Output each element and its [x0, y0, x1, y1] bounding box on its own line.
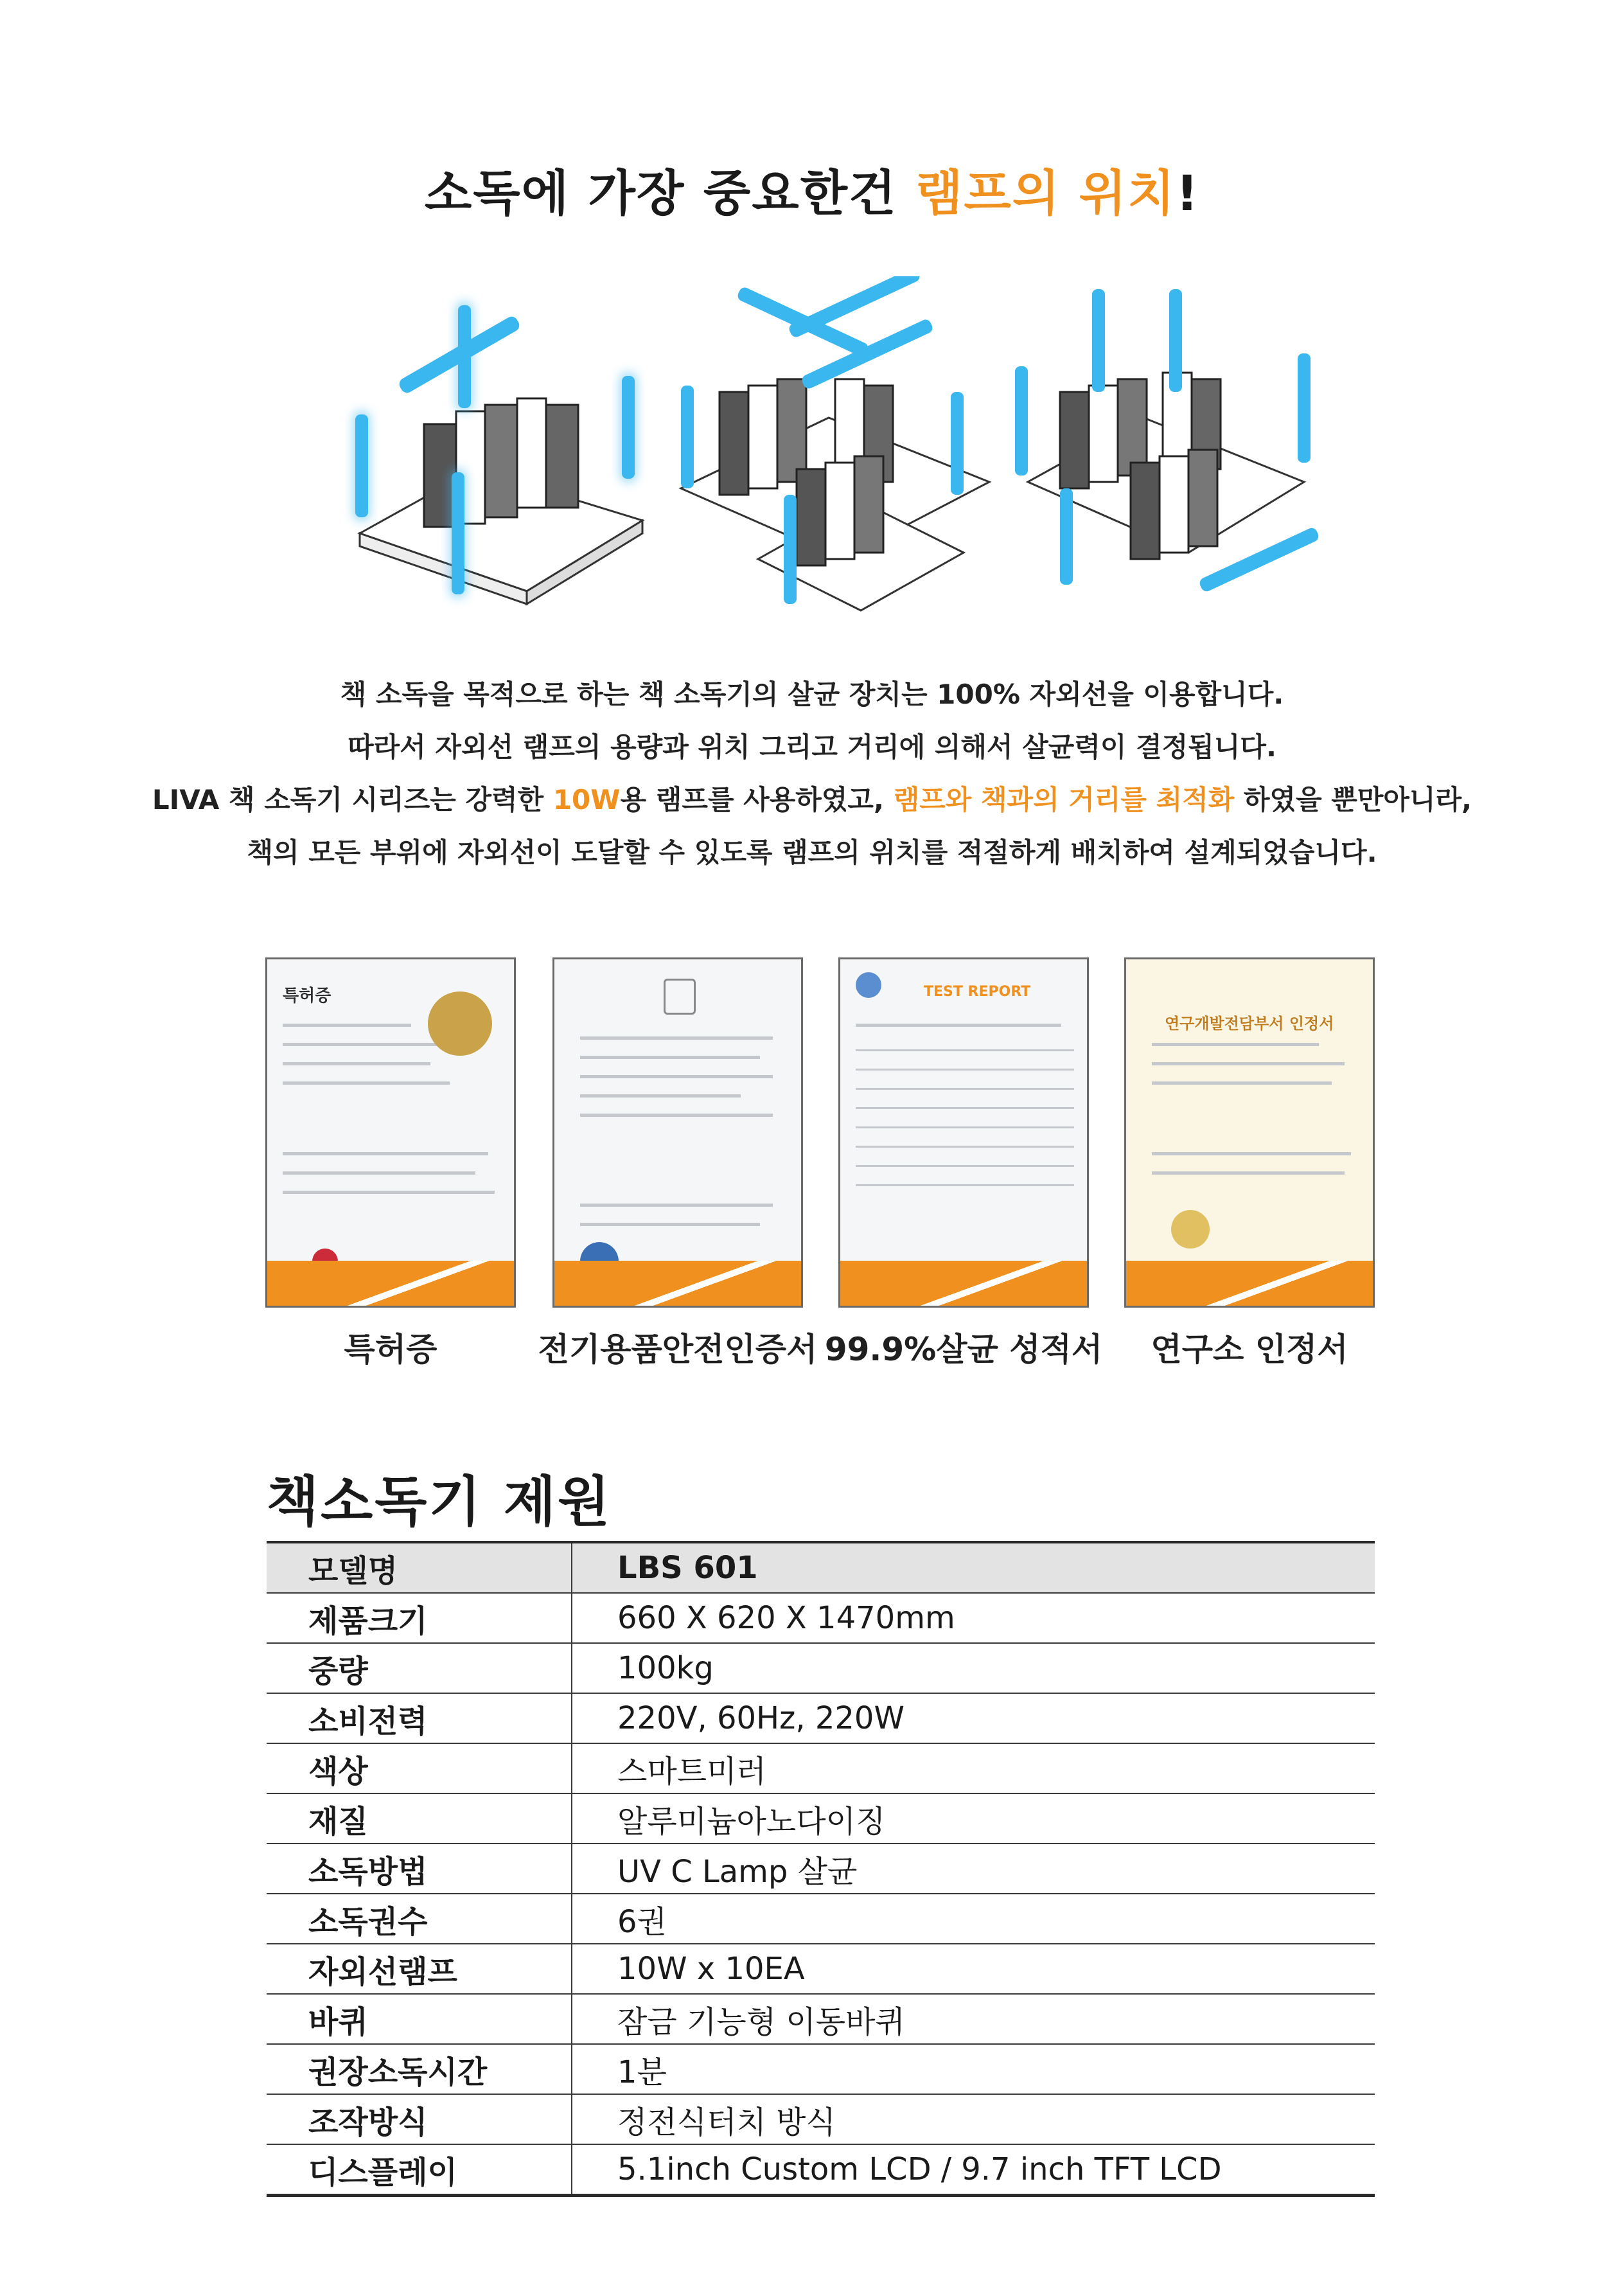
description-paragraph	[0, 668, 1624, 879]
spec-value: UV C Lamp 살균	[572, 1844, 1375, 1894]
spec-value: 잠금 기능형 이동바퀴	[572, 1994, 1375, 2044]
description-line-3-a: LIVA 책 소독기 시리즈는 강력한	[152, 784, 553, 815]
spec-key: 중량	[267, 1643, 572, 1693]
spec-title: 책소독기 제원	[267, 1470, 612, 1533]
lamp-layout-illustration-1	[334, 276, 668, 617]
spec-key: 디스플레이	[267, 2144, 572, 2196]
page-headline	[0, 154, 1624, 224]
certificate-doc-title: 연구개발전담부서 인정서	[1165, 1015, 1334, 1033]
spec-key: 바퀴	[267, 1994, 572, 2044]
certificate-image-patent	[265, 957, 516, 1308]
description-line-3-accent-2: 램프와 책과의 거리를 최적화	[893, 784, 1235, 815]
spec-value: LBS 601	[572, 1542, 1375, 1593]
spec-row	[267, 1593, 1375, 1643]
certificate-caption-electrical-safety: 전기용품안전인증서	[538, 1331, 818, 1368]
description-line-3-c: 용 램프를 사용하였고,	[620, 784, 894, 815]
spec-key: 제품크기	[267, 1593, 572, 1643]
spec-value: 6권	[572, 1894, 1375, 1944]
spec-value: 정전식터치 방식	[572, 2094, 1375, 2144]
headline-exclaim: !	[1176, 164, 1200, 222]
description-line-2: 따라서 자외선 램프의 용량과 위치 그리고 거리에 의해서 살균력이 결정됩니다.	[348, 731, 1276, 763]
spec-row	[267, 2094, 1375, 2144]
spec-key: 조작방식	[267, 2094, 572, 2144]
spec-key: 재질	[267, 1793, 572, 1844]
kc-mark-icon	[664, 979, 696, 1015]
spec-row	[267, 2044, 1375, 2094]
certificate-image-electrical-safety	[552, 957, 803, 1308]
spec-row	[267, 1542, 1375, 1593]
certificate-doc-title: TEST REPORT	[924, 984, 1031, 1000]
lamp-layout-illustration-2	[668, 276, 1002, 617]
spec-row	[267, 2144, 1375, 2196]
spec-key: 모델명	[267, 1542, 572, 1593]
spec-row	[267, 1844, 1375, 1894]
spec-key: 권장소독시간	[267, 2044, 572, 2094]
spec-key: 색상	[267, 1743, 572, 1793]
seal-icon	[1171, 1210, 1210, 1249]
certificate-image-test-report	[838, 957, 1089, 1308]
ktr-logo-icon	[856, 972, 881, 998]
certificate-image-research-lab	[1124, 957, 1375, 1308]
description-line-3-accent-1: 10W	[552, 784, 621, 815]
spec-key: 자외선램프	[267, 1944, 572, 1994]
headline-accent: 램프의 위치	[915, 164, 1176, 222]
spec-value: 알루미늄아노다이징	[572, 1793, 1375, 1844]
description-line-3	[0, 774, 1624, 826]
spec-value: 100kg	[572, 1643, 1375, 1693]
spec-key: 소독권수	[267, 1894, 572, 1944]
spec-row	[267, 1743, 1375, 1793]
certificate-doc-title: 특허증	[283, 986, 331, 1006]
spec-value: 660 X 620 X 1470mm	[572, 1593, 1375, 1643]
spec-table	[267, 1541, 1375, 2197]
spec-row	[267, 1894, 1375, 1944]
headline-text: 소독에 가장 중요한건	[424, 164, 915, 222]
spec-value: 스마트미러	[572, 1743, 1375, 1793]
spec-row	[267, 1643, 1375, 1693]
certificate-caption-research-lab: 연구소 인정서	[1151, 1331, 1348, 1368]
gold-seal-icon	[428, 991, 492, 1056]
spec-row	[267, 1793, 1375, 1844]
spec-row	[267, 1693, 1375, 1743]
spec-value: 1분	[572, 2044, 1375, 2094]
lamp-layout-illustration-3	[1002, 276, 1336, 617]
description-line-1: 책 소독을 목적으로 하는 책 소독기의 살균 장치는 100% 자외선을 이용합니다.	[340, 679, 1284, 710]
spec-row	[267, 1994, 1375, 2044]
spec-key: 소독방법	[267, 1844, 572, 1894]
spec-key: 소비전력	[267, 1693, 572, 1743]
description-line-4: 책의 모든 부위에 자외선이 도달할 수 있도록 램프의 위치를 적절하게 배치하여 설계되었습니다.	[247, 837, 1377, 868]
spec-value: 10W x 10EA	[572, 1944, 1375, 1994]
spec-row	[267, 1944, 1375, 1994]
spec-value: 5.1inch Custom LCD / 9.7 inch TFT LCD	[572, 2144, 1375, 2196]
spec-value: 220V, 60Hz, 220W	[572, 1693, 1375, 1743]
certificate-caption-patent: 특허증	[344, 1331, 437, 1368]
description-line-3-e: 하였을 뿐만아니라,	[1234, 784, 1472, 815]
certificate-caption-test-report: 99.9%살균 성적서	[824, 1331, 1103, 1368]
